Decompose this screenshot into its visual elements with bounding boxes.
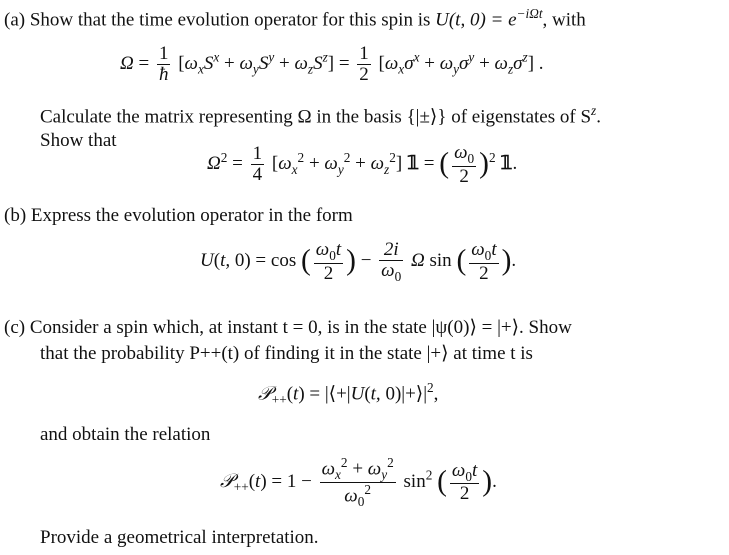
part-a-intro-text: Show that the time evolution operator for this spin is [29, 9, 431, 31]
part-c-final-text: Provide a geometrical interpretation. [40, 527, 319, 548]
part-b-text: Express the evolution operator in the form [30, 205, 353, 226]
part-a-u-expr: U(t, 0) = e [435, 9, 517, 31]
part-a-calc-end: . [596, 106, 601, 128]
part-a-with: , with [542, 9, 586, 31]
part-c-text-2: that the probability P++(t) of finding it in the state |+⟩ at time t is [40, 343, 533, 364]
part-c-and-obtain-text: and obtain the relation [40, 424, 211, 445]
part-a-calculate [40, 103, 601, 128]
part-b-intro [4, 205, 353, 227]
part-a-calc-sup: z [591, 103, 597, 118]
part-c-text-1: Consider a spin which, at instant t = 0, is in the state |ψ(0)⟩ = |+⟩. Show [29, 317, 572, 338]
probability-relation-equation: 𝒫$_{++}$(t) = 1 − $\frac{\omega_x^2 + \omega_y^2}{\omega_0^2}$ $\sin^2$ ( $\frac{\omega_0t}{2}$ ). [220, 455, 497, 510]
part-c-intro [4, 316, 572, 339]
evolution-operator-equation: U(t, 0) = cos ( $\frac{\omega_0t}{2}$ ) − $\frac{2i}{\omega_0}$ Ω sin ( $\frac{\omega_0t}{2}$ ). [200, 239, 517, 284]
part-c-label: (c) [4, 317, 26, 338]
part-a-u-exponent: −iΩt [516, 6, 543, 21]
omega-definition-equation: Ω = $\frac{1}{ħ}$ $[\omega_xS^x + \omega_yS^y + \omega_zS^z]$ = $\frac{1}{2}$ $[\omega_x\sigma^x + \omega_y\sigma^y + \omega_z\sigma^z]$ . [120, 43, 544, 85]
part-a-show-that-text: Show that [40, 130, 117, 151]
part-b-label: (b) [4, 205, 27, 226]
probability-definition-equation: 𝒫$_{++}$(t) = |⟨+|U(t, $0)|+⟩|^2$, [258, 380, 439, 408]
part-c-and-obtain [40, 424, 210, 446]
part-a-label: (a) [4, 9, 26, 31]
omega-squared-equation: $\Omega^2$ = $\frac{1}{4}$ $[\omega_x^2 + \omega_y^2 + \omega_z^2]$ 𝟙 = ( $\frac{\omega_0}{2}$ )$^2$ 𝟙. [207, 142, 518, 187]
part-c-final [40, 527, 319, 549]
part-a-calc-text: Calculate the matrix representing Ω in the basis {|±⟩} of eigenstates of S [40, 106, 592, 128]
part-a-show-that [40, 130, 117, 152]
part-c-line-2 [40, 342, 533, 365]
part-a-intro [4, 6, 586, 31]
